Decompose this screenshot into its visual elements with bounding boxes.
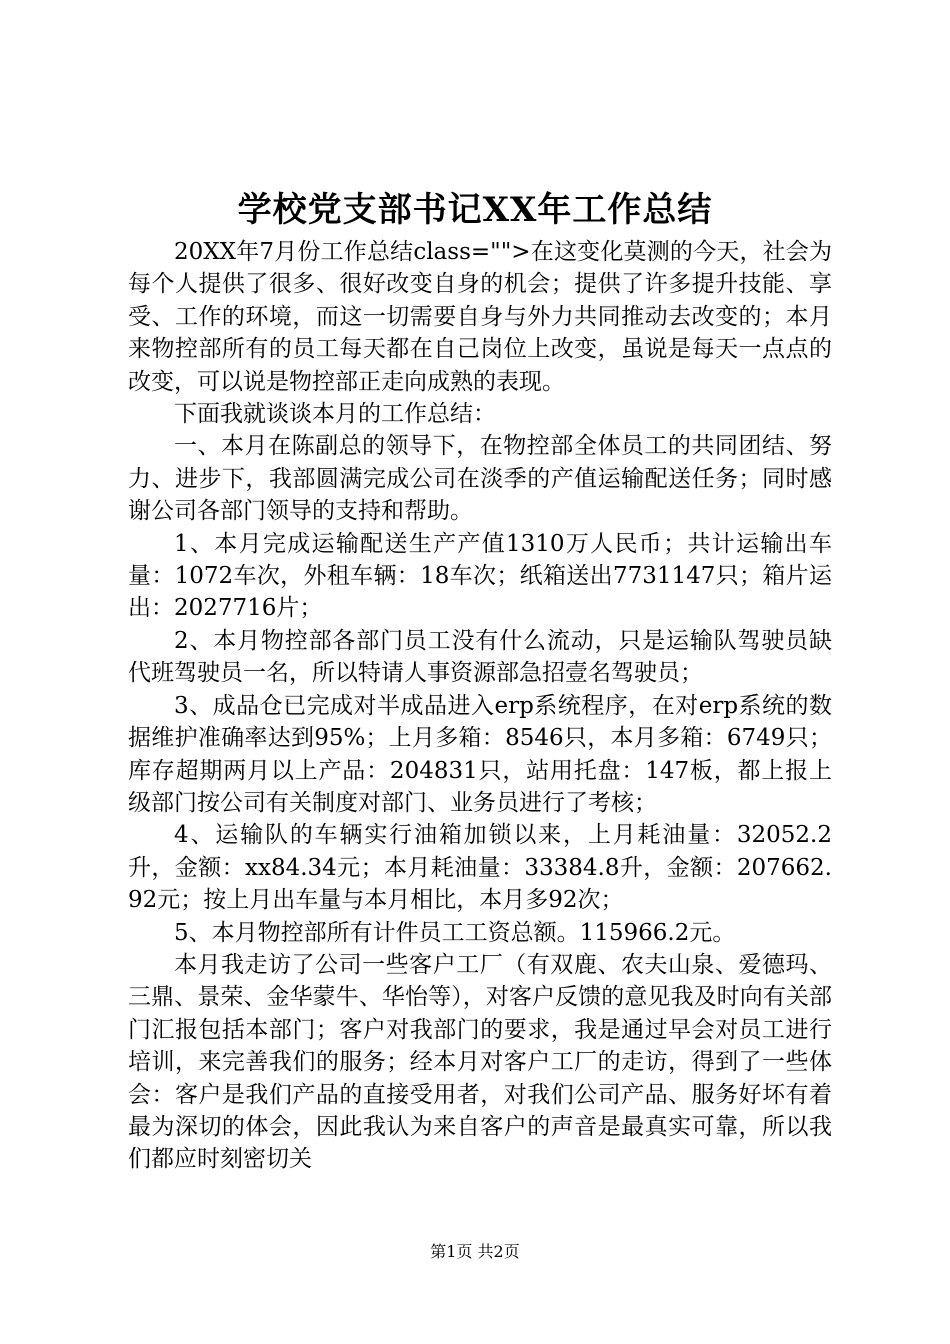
paragraph-summary-lead: 下面我就谈谈本月的工作总结： [174,401,496,428]
paragraph-section-one: 一、本月在陈副总的领导下，在物控部全体员工的共同团结、努力、进步下，我部圆满完成公司在淡季的产值运输配送任务；同时感谢公司各部门领导的支持和帮助。 [128,433,832,525]
paragraph-item-3: 3、成品仓已完成对半成品进入erp系统程序，在对erp系统的数据维护准确率达到95%；上月多箱：8546只，本月多箱：6749只；库存超期两月以上产品：204831只，站用托盘：147板，都上报上级部门按公司有关制度对部门、业务员进行了考核； [128,692,832,816]
page-footer: 第1页 共2页 [430,1242,520,1261]
document-title: 学校党支部书记XX年工作总结 [237,190,713,230]
paragraph-item-4: 4、运输队的车辆实行油箱加锁以来，上月耗油量：32052.2升，金额：xx84.34元；本月耗油量：33384.8升，金额：207662.92元；按上月出车量与本月相比，本月多92次； [128,822,832,914]
paragraph-item-5: 5、本月物控部所有计件员工工资总额。115966.2元。 [174,919,736,946]
paragraph-item-1: 1、本月完成运输配送生产产值1310万人民币；共计运输出车量：1072车次，外租车辆：18车次；纸箱送出7731147只；箱片运出：2027716片； [128,530,832,622]
paragraph-customer-visits: 本月我走访了公司一些客户工厂（有双鹿、农夫山泉、爱德玛、三鼎、景荣、金华蒙牛、华怡等），对客户反馈的意见我及时向有关部门汇报包括本部门；客户对我部门的要求，我是通过早会对员工进行培训，来完善我们的服务；经本月对客户工厂的走访，得到了一些体会：客户是我们产品的直接受用者，对我们公司产品、服务好坏有着最为深切的体会，因此我认为来自客户的声音是最真实可靠，所以我们都应时刻密切关 [128,951,832,1173]
document-body [128,236,832,1176]
paragraph-item-2: 2、本月物控部各部门员工没有什么流动，只是运输队驾驶员缺代班驾驶员一名，所以特请人事资源部急招壹名驾驶员； [128,627,832,687]
paragraph-intro: 20XX年7月份工作总结class="">在这变化莫测的今天，社会为每个人提供了很多、很好改变自身的机会；提供了许多提升技能、享受、工作的环境，而这一切需要自身与外力共同推动去改变的；本月来物控部所有的员工每天都在自己岗位上改变，虽说是每天一点点的改变，可以说是物控部正走向成熟的表现。 [128,239,832,395]
